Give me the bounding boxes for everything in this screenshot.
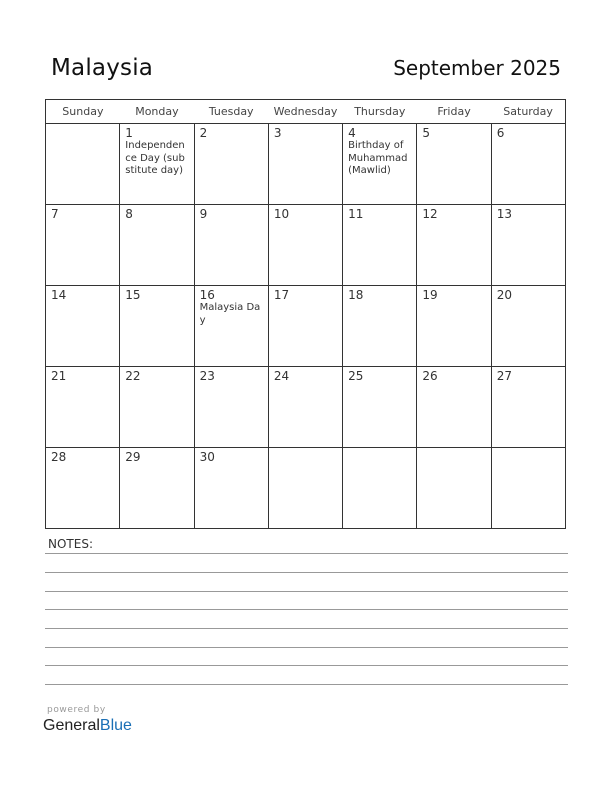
- note-line: [45, 665, 568, 666]
- calendar-day-cell[interactable]: [120, 205, 194, 286]
- day-number: 29: [125, 450, 141, 464]
- day-number: 25: [348, 369, 364, 383]
- calendar-day-cell[interactable]: [194, 367, 268, 448]
- note-line: [45, 647, 568, 648]
- calendar-day-cell[interactable]: [194, 448, 268, 529]
- day-number: 20: [496, 288, 512, 302]
- calendar-day-cell[interactable]: [194, 286, 268, 367]
- weekday-header: Thursday: [343, 100, 417, 124]
- calendar-day-cell[interactable]: [417, 286, 491, 367]
- day-number: 19: [422, 288, 438, 302]
- calendar-day-cell[interactable]: [120, 448, 194, 529]
- day-number: 13: [496, 207, 512, 221]
- day-number: 4: [348, 126, 356, 140]
- calendar-week-row: [46, 124, 566, 205]
- calendar-day-cell[interactable]: [491, 205, 565, 286]
- calendar-day-cell[interactable]: [268, 367, 342, 448]
- day-number: 15: [125, 288, 141, 302]
- day-number: 8: [125, 207, 133, 221]
- holiday-label: Independence Day (substitute day): [125, 140, 185, 176]
- calendar-day-cell[interactable]: [491, 448, 565, 529]
- calendar-week-row: [46, 367, 566, 448]
- calendar-day-cell[interactable]: [194, 124, 268, 205]
- note-line: [45, 628, 568, 629]
- day-number: 14: [51, 288, 67, 302]
- day-number: 23: [199, 369, 215, 383]
- calendar-day-cell[interactable]: [491, 124, 565, 205]
- weekday-header: Tuesday: [194, 100, 268, 124]
- calendar-day-cell[interactable]: [46, 205, 120, 286]
- day-number: 7: [51, 207, 59, 221]
- calendar-day-cell[interactable]: [268, 448, 342, 529]
- brand-blue: Blue: [99, 717, 132, 734]
- calendar-day-cell[interactable]: [268, 205, 342, 286]
- day-number: 17: [273, 288, 290, 302]
- weekday-header: Monday: [120, 100, 194, 124]
- calendar-day-cell[interactable]: [46, 286, 120, 367]
- calendar-week-row: [46, 286, 566, 367]
- note-line: [45, 572, 568, 573]
- calendar-week-row: [46, 205, 566, 286]
- calendar-day-cell[interactable]: [120, 124, 194, 205]
- weekday-header: Wednesday: [268, 100, 342, 124]
- calendar-day-cell[interactable]: [343, 124, 417, 205]
- calendar-day-cell[interactable]: [120, 286, 194, 367]
- holiday-label: Birthday of Muhammad (Mawlid): [348, 140, 408, 176]
- calendar-day-cell[interactable]: [491, 286, 565, 367]
- calendar-grid: [45, 99, 566, 529]
- calendar-day-cell[interactable]: [343, 448, 417, 529]
- calendar-day-cell[interactable]: [268, 124, 342, 205]
- day-number: 12: [422, 207, 438, 221]
- country-title: Malaysia: [51, 55, 154, 81]
- day-number: 21: [51, 369, 67, 383]
- day-number: 6: [496, 126, 505, 140]
- calendar-day-cell[interactable]: [417, 205, 491, 286]
- note-line: [45, 591, 568, 592]
- calendar-day-cell[interactable]: [343, 367, 417, 448]
- note-line: [45, 684, 568, 685]
- weekday-header-row: [46, 100, 566, 124]
- calendar-day-cell[interactable]: [46, 448, 120, 529]
- holiday-label: Malaysia Day: [199, 302, 261, 326]
- day-number: 16: [199, 288, 215, 302]
- day-number: 11: [348, 207, 364, 221]
- day-number: 1: [125, 126, 133, 140]
- day-number: 5: [422, 126, 431, 140]
- calendar-day-cell[interactable]: [491, 367, 565, 448]
- calendar-day-cell[interactable]: [46, 367, 120, 448]
- day-number: 27: [496, 369, 512, 383]
- month-title: September 2025: [393, 56, 561, 80]
- brand-general: General: [43, 717, 100, 734]
- powered-by-text: powered by: [47, 705, 106, 715]
- day-number: 3: [273, 126, 282, 140]
- calendar-day-cell[interactable]: [120, 367, 194, 448]
- notes-label: NOTES:: [48, 537, 93, 551]
- calendar-day-cell[interactable]: [194, 205, 268, 286]
- calendar-day-cell[interactable]: [343, 286, 417, 367]
- day-number: 10: [273, 207, 290, 221]
- calendar-day-cell[interactable]: [417, 448, 491, 529]
- day-number: 28: [51, 450, 67, 464]
- weekday-header: Friday: [417, 100, 491, 124]
- weekday-header: Sunday: [46, 100, 120, 124]
- note-line: [45, 609, 568, 610]
- calendar-day-cell[interactable]: [343, 205, 417, 286]
- calendar-week-row: [46, 448, 566, 529]
- brand-logo[interactable]: [43, 717, 132, 735]
- calendar-day-cell[interactable]: [46, 124, 120, 205]
- calendar-day-cell[interactable]: [417, 367, 491, 448]
- day-number: 30: [199, 450, 215, 464]
- day-number: 22: [125, 369, 141, 383]
- day-number: 18: [348, 288, 364, 302]
- day-number: 26: [422, 369, 438, 383]
- day-number: 9: [199, 207, 208, 221]
- note-line: [45, 553, 568, 554]
- weekday-header: Saturday: [491, 100, 565, 124]
- day-number: 24: [273, 369, 290, 383]
- calendar-day-cell[interactable]: [268, 286, 342, 367]
- day-number: 2: [199, 126, 208, 140]
- calendar-day-cell[interactable]: [417, 124, 491, 205]
